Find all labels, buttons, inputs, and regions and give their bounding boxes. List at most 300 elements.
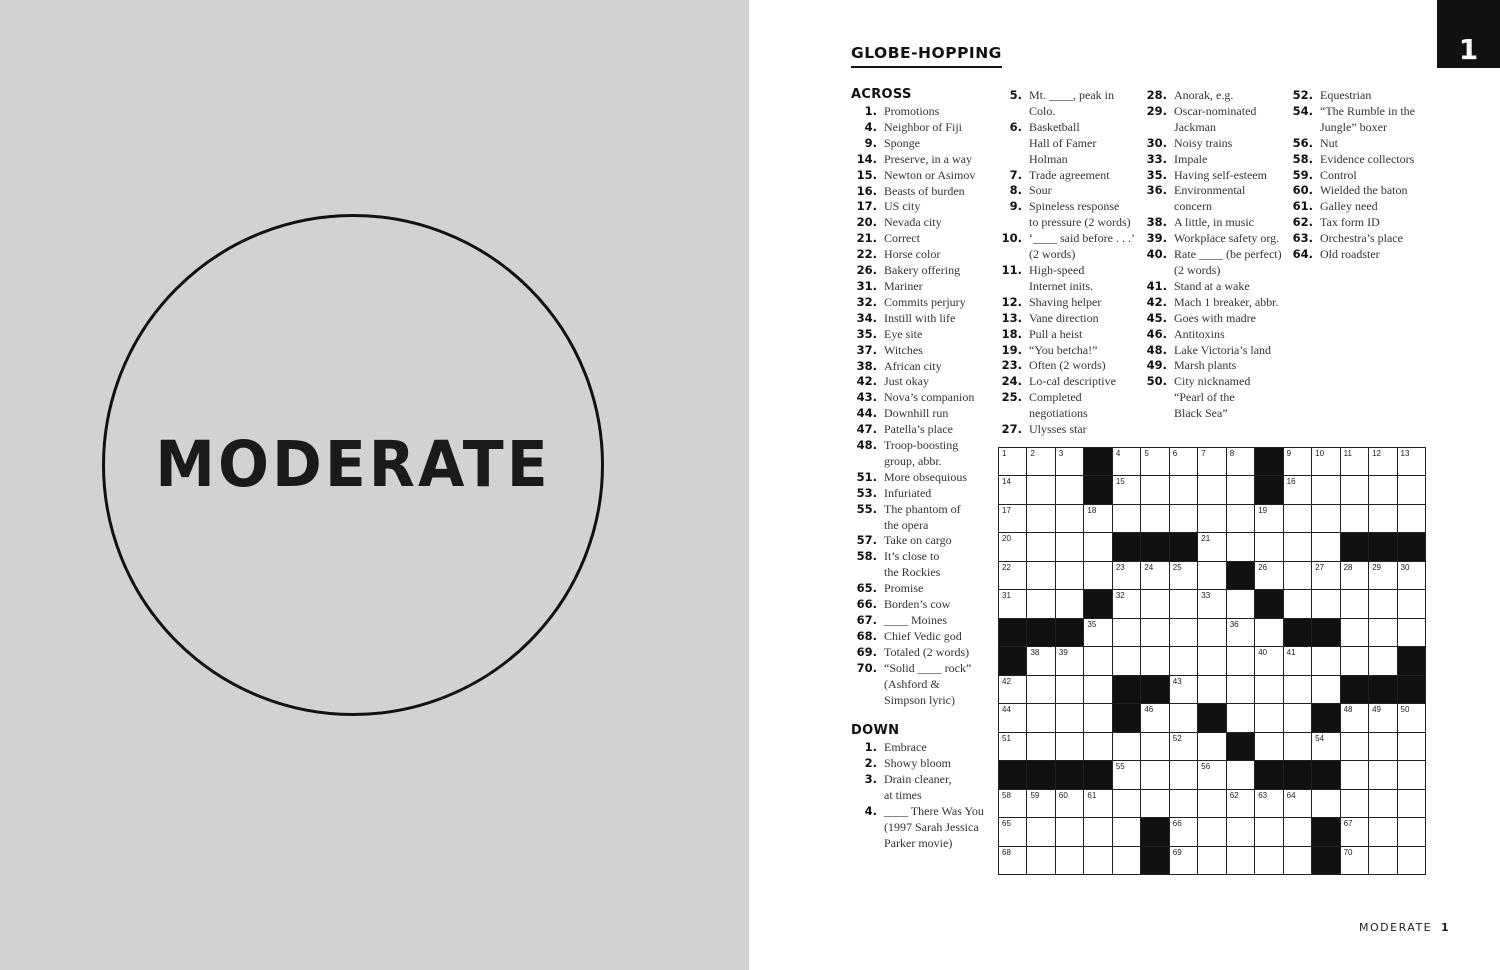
- grid-cell[interactable]: [1397, 504, 1426, 533]
- grid-cell[interactable]: [1226, 817, 1255, 846]
- clue-line: Evidence collectors: [1320, 151, 1415, 166]
- grid-cell[interactable]: [1026, 447, 1055, 476]
- grid-cell[interactable]: [1254, 618, 1283, 647]
- grid-cell[interactable]: [1112, 760, 1141, 789]
- grid-cell[interactable]: [1311, 646, 1340, 675]
- clue-line: Mariner: [884, 278, 923, 293]
- clue-item: [1141, 183, 1286, 215]
- grid-cell[interactable]: [1254, 817, 1283, 846]
- clue-line: Internet inits.: [1029, 278, 1093, 293]
- grid-cell[interactable]: [1254, 532, 1283, 561]
- grid-cell[interactable]: [1283, 846, 1312, 875]
- grid-cell[interactable]: [1169, 561, 1198, 590]
- clue-text: [877, 359, 942, 375]
- clue-number: 58.: [856, 549, 877, 564]
- grid-cell[interactable]: [1226, 447, 1255, 476]
- clue-text: [877, 327, 922, 343]
- grid-cell[interactable]: [1368, 846, 1397, 875]
- grid-cell[interactable]: [1311, 532, 1340, 561]
- clue-line: Nevada city: [884, 215, 942, 230]
- clue-number: 26.: [856, 263, 877, 278]
- grid-cell[interactable]: [998, 817, 1027, 846]
- grid-cell[interactable]: [998, 589, 1027, 618]
- grid-cell[interactable]: [998, 846, 1027, 875]
- grid-cell[interactable]: [1368, 475, 1397, 504]
- clue-line: (Ashford &: [884, 676, 940, 691]
- grid-cell[interactable]: [1226, 475, 1255, 504]
- grid-cell[interactable]: [1140, 504, 1169, 533]
- clue-line: the Rockies: [884, 565, 941, 580]
- grid-cell[interactable]: [1283, 646, 1312, 675]
- grid-cell[interactable]: [1254, 561, 1283, 590]
- clue-line: Horse color: [884, 247, 941, 262]
- grid-cell[interactable]: [1026, 646, 1055, 675]
- grid-cell[interactable]: [1226, 703, 1255, 732]
- grid-cell[interactable]: [1397, 703, 1426, 732]
- grid-cell[interactable]: [1026, 789, 1055, 818]
- clue-item: [851, 613, 991, 629]
- clue-line: Chief Vedic god: [884, 628, 962, 643]
- grid-cell[interactable]: [1397, 760, 1426, 789]
- grid-cell[interactable]: [998, 675, 1027, 704]
- grid-cell[interactable]: [1026, 846, 1055, 875]
- clue-item: [1141, 327, 1286, 343]
- clue-line: ____ There Was You: [884, 804, 984, 819]
- grid-cell[interactable]: [1283, 475, 1312, 504]
- grid-cell[interactable]: [1055, 732, 1084, 761]
- clue-item: [851, 199, 991, 215]
- grid-cell[interactable]: [1340, 760, 1369, 789]
- grid-cell[interactable]: [1197, 447, 1226, 476]
- grid-black-square: [1254, 589, 1283, 618]
- grid-cell[interactable]: [1112, 504, 1141, 533]
- grid-cell[interactable]: [1083, 618, 1112, 647]
- grid-cell[interactable]: [1397, 732, 1426, 761]
- clue-number: 36.: [1146, 183, 1167, 198]
- grid-cell[interactable]: [1397, 817, 1426, 846]
- clue-text: [1313, 88, 1371, 104]
- clue-text: [1022, 231, 1135, 263]
- clue-item: [996, 311, 1141, 327]
- clue-text: [1167, 279, 1250, 295]
- grid-cell-number: 14: [1002, 477, 1011, 487]
- grid-cell[interactable]: [1140, 475, 1169, 504]
- grid-cell[interactable]: [1140, 447, 1169, 476]
- grid-cell[interactable]: [1226, 532, 1255, 561]
- grid-cell[interactable]: [1340, 447, 1369, 476]
- clue-text: [1167, 88, 1233, 104]
- grid-cell[interactable]: [1112, 646, 1141, 675]
- clue-item: [851, 104, 991, 120]
- grid-cell-number: 8: [1229, 449, 1235, 458]
- grid-black-square: [1397, 675, 1426, 704]
- grid-cell-number: 70: [1343, 847, 1353, 857]
- grid-cell[interactable]: [1254, 703, 1283, 732]
- clue-line: Spineless response: [1029, 199, 1120, 214]
- clue-text: [877, 772, 951, 804]
- clue-number: 30.: [1146, 135, 1167, 150]
- grid-cell[interactable]: [998, 789, 1027, 818]
- grid-cell[interactable]: [998, 475, 1027, 504]
- grid-cell-number: 48: [1343, 705, 1353, 715]
- grid-cell[interactable]: [1283, 589, 1312, 618]
- grid-cell[interactable]: [1055, 646, 1084, 675]
- clue-number: 1.: [864, 104, 877, 118]
- clue-text: [1167, 343, 1271, 359]
- grid-cell[interactable]: [1112, 817, 1141, 846]
- grid-cell[interactable]: [1055, 447, 1084, 476]
- clue-number: 34.: [856, 310, 877, 325]
- grid-cell[interactable]: [1254, 504, 1283, 533]
- grid-cell[interactable]: [1311, 447, 1340, 476]
- grid-cell[interactable]: [1083, 732, 1112, 761]
- clue-number: 35.: [856, 326, 877, 341]
- grid-cell[interactable]: [1397, 561, 1426, 590]
- grid-cell[interactable]: [1026, 703, 1055, 732]
- grid-cell[interactable]: [1368, 760, 1397, 789]
- grid-cell-number: 6: [1172, 449, 1178, 458]
- grid-cell[interactable]: [1311, 589, 1340, 618]
- across-clues-column: [851, 86, 991, 852]
- grid-cell[interactable]: [1397, 475, 1426, 504]
- grid-cell[interactable]: [998, 703, 1027, 732]
- grid-cell[interactable]: [1311, 675, 1340, 704]
- clue-line: Borden’s cow: [884, 597, 951, 612]
- grid-cell[interactable]: [1055, 532, 1084, 561]
- grid-cell[interactable]: [1340, 618, 1369, 647]
- grid-cell[interactable]: [1083, 703, 1112, 732]
- grid-cell[interactable]: [1140, 760, 1169, 789]
- grid-cell[interactable]: [998, 561, 1027, 590]
- grid-cell[interactable]: [1226, 646, 1255, 675]
- grid-cell[interactable]: [1169, 504, 1198, 533]
- grid-cell[interactable]: [1283, 732, 1312, 761]
- down-clue-list-3: [1141, 88, 1286, 422]
- clue-item: [851, 581, 991, 597]
- grid-cell[interactable]: [1197, 475, 1226, 504]
- grid-cell-number: 61: [1087, 790, 1097, 800]
- clue-line: (2 words): [1174, 262, 1221, 277]
- clue-text: [1313, 152, 1414, 168]
- puzzle-title: GLOBE-HOPPING: [851, 44, 1002, 68]
- grid-cell[interactable]: [1112, 846, 1141, 875]
- grid-cell[interactable]: [1368, 589, 1397, 618]
- clue-text: [877, 804, 984, 852]
- grid-cell[interactable]: [1397, 447, 1426, 476]
- clue-number: 20.: [856, 215, 877, 230]
- clue-number: 19.: [1001, 342, 1022, 357]
- grid-cell[interactable]: [1083, 561, 1112, 590]
- grid-cell[interactable]: [1283, 532, 1312, 561]
- grid-cell[interactable]: [1083, 532, 1112, 561]
- grid-cell[interactable]: [1026, 475, 1055, 504]
- clue-line: Shaving helper: [1029, 294, 1102, 309]
- clue-item: [851, 470, 991, 486]
- grid-cell[interactable]: [1340, 504, 1369, 533]
- clue-item: [1141, 136, 1286, 152]
- grid-cell[interactable]: [1169, 675, 1198, 704]
- grid-cell[interactable]: [1169, 646, 1198, 675]
- grid-cell[interactable]: [1226, 789, 1255, 818]
- grid-cell[interactable]: [1340, 732, 1369, 761]
- grid-cell[interactable]: [1254, 646, 1283, 675]
- clue-number: 1.: [864, 740, 877, 755]
- grid-cell[interactable]: [1169, 475, 1198, 504]
- clue-text: [1167, 327, 1225, 343]
- grid-cell[interactable]: [1055, 589, 1084, 618]
- grid-cell[interactable]: [1112, 561, 1141, 590]
- clue-text: [1022, 120, 1096, 168]
- grid-cell[interactable]: [1368, 646, 1397, 675]
- grid-cell-number: 31: [1002, 591, 1011, 601]
- grid-cell[interactable]: [1368, 732, 1397, 761]
- grid-cell[interactable]: [1197, 789, 1226, 818]
- grid-cell[interactable]: [1340, 561, 1369, 590]
- clue-number: 9.: [1009, 199, 1022, 214]
- grid-cell[interactable]: [1340, 589, 1369, 618]
- clue-text: [877, 502, 961, 534]
- grid-cell[interactable]: [1083, 817, 1112, 846]
- grid-cell[interactable]: [1026, 817, 1055, 846]
- grid-cell[interactable]: [1397, 618, 1426, 647]
- grid-cell[interactable]: [1197, 646, 1226, 675]
- grid-cell[interactable]: [1083, 675, 1112, 704]
- clue-text: [877, 740, 927, 756]
- grid-black-square: [1397, 532, 1426, 561]
- grid-cell[interactable]: [1283, 447, 1312, 476]
- grid-cell[interactable]: [1083, 646, 1112, 675]
- grid-cell[interactable]: [1055, 504, 1084, 533]
- clue-number: 3.: [864, 772, 877, 787]
- clue-line: Anorak, e.g.: [1174, 88, 1234, 102]
- grid-cell[interactable]: [1140, 789, 1169, 818]
- grid-cell[interactable]: [1140, 703, 1169, 732]
- grid-black-square: [1311, 846, 1340, 875]
- crossword-grid: [998, 447, 1425, 874]
- grid-cell[interactable]: [1055, 703, 1084, 732]
- grid-cell[interactable]: [1368, 817, 1397, 846]
- grid-cell[interactable]: [1368, 447, 1397, 476]
- grid-cell[interactable]: [1055, 846, 1084, 875]
- grid-cell[interactable]: [1226, 675, 1255, 704]
- clue-line: Hall of Famer: [1029, 135, 1097, 150]
- grid-cell[interactable]: [1368, 561, 1397, 590]
- clue-number: 2.: [864, 756, 877, 771]
- clue-text: [877, 549, 940, 581]
- clue-number: 43.: [856, 390, 877, 405]
- grid-cell[interactable]: [1283, 561, 1312, 590]
- grid-cell[interactable]: [1169, 703, 1198, 732]
- clue-number: 62.: [1292, 215, 1313, 230]
- grid-cell[interactable]: [1112, 589, 1141, 618]
- grid-cell-number: 12: [1372, 449, 1381, 458]
- grid-cell[interactable]: [1112, 618, 1141, 647]
- grid-cell[interactable]: [1254, 732, 1283, 761]
- clue-number: 48.: [856, 438, 877, 453]
- clue-text: [1167, 104, 1256, 136]
- clue-text: [1167, 374, 1250, 422]
- clue-item: [1141, 168, 1286, 184]
- grid-cell[interactable]: [1026, 532, 1055, 561]
- clue-item: [851, 502, 991, 534]
- grid-cell[interactable]: [1055, 561, 1084, 590]
- grid-cell-number: 21: [1201, 534, 1211, 544]
- grid-cell[interactable]: [1026, 675, 1055, 704]
- grid-cell[interactable]: [1197, 618, 1226, 647]
- grid-cell[interactable]: [1197, 561, 1226, 590]
- clue-item: [851, 645, 991, 661]
- grid-cell[interactable]: [1254, 846, 1283, 875]
- grid-cell[interactable]: [1340, 846, 1369, 875]
- grid-cell[interactable]: [1169, 789, 1198, 818]
- grid-cell[interactable]: [1368, 789, 1397, 818]
- clue-text: [877, 184, 965, 200]
- grid-cell[interactable]: [1311, 561, 1340, 590]
- clue-number: 29.: [1146, 103, 1167, 118]
- grid-cell[interactable]: [1169, 447, 1198, 476]
- grid-cell[interactable]: [1397, 846, 1426, 875]
- grid-cell[interactable]: [1197, 732, 1226, 761]
- grid-cell[interactable]: [1083, 846, 1112, 875]
- clue-line: The phantom of: [884, 501, 961, 516]
- clue-text: [1022, 168, 1110, 184]
- grid-cell[interactable]: [1340, 703, 1369, 732]
- grid-cell[interactable]: [1226, 846, 1255, 875]
- clue-number: 60.: [1292, 183, 1313, 198]
- clue-line: group, abbr.: [884, 453, 942, 468]
- grid-cell[interactable]: [1283, 703, 1312, 732]
- clue-item: [851, 279, 991, 295]
- grid-cell[interactable]: [998, 447, 1027, 476]
- clue-line: “Pearl of the: [1174, 390, 1235, 405]
- clue-number: 69.: [856, 644, 877, 659]
- grid-cell[interactable]: [1083, 504, 1112, 533]
- grid-cell[interactable]: [1026, 504, 1055, 533]
- grid-cell[interactable]: [1254, 789, 1283, 818]
- grid-cell[interactable]: [1169, 817, 1198, 846]
- clue-line: Just okay: [884, 374, 929, 389]
- grid-black-square: [1026, 618, 1055, 647]
- clue-line: Mach 1 breaker, abbr.: [1174, 294, 1279, 309]
- grid-cell[interactable]: [1226, 618, 1255, 647]
- grid-black-square: [1368, 532, 1397, 561]
- grid-cell[interactable]: [1340, 475, 1369, 504]
- grid-cell[interactable]: [1197, 532, 1226, 561]
- clue-item: [851, 120, 991, 136]
- grid-cell[interactable]: [1197, 846, 1226, 875]
- grid-cell[interactable]: [1055, 675, 1084, 704]
- clue-item: [851, 772, 991, 804]
- grid-cell[interactable]: [1368, 703, 1397, 732]
- grid-cell[interactable]: [1055, 475, 1084, 504]
- grid-cell[interactable]: [1340, 817, 1369, 846]
- grid-cell[interactable]: [1140, 732, 1169, 761]
- grid-cell[interactable]: [1169, 846, 1198, 875]
- grid-cell[interactable]: [1311, 475, 1340, 504]
- clue-number: 21.: [856, 231, 877, 246]
- clue-text: [877, 279, 923, 295]
- grid-cell[interactable]: [1197, 504, 1226, 533]
- clue-item: [1287, 168, 1427, 184]
- grid-cell[interactable]: [1311, 504, 1340, 533]
- grid-cell[interactable]: [998, 732, 1027, 761]
- grid-cell[interactable]: [1169, 589, 1198, 618]
- grid-cell[interactable]: [1368, 618, 1397, 647]
- grid-cell[interactable]: [1397, 789, 1426, 818]
- clue-line: negotiations: [1029, 406, 1088, 421]
- grid-cell[interactable]: [1197, 589, 1226, 618]
- grid-cell[interactable]: [1226, 504, 1255, 533]
- grid-cell[interactable]: [1169, 732, 1198, 761]
- grid-cell[interactable]: [1283, 817, 1312, 846]
- grid-cell[interactable]: [1311, 789, 1340, 818]
- grid-cell[interactable]: [1112, 732, 1141, 761]
- grid-cell[interactable]: [1055, 817, 1084, 846]
- grid-cell[interactable]: [1140, 618, 1169, 647]
- clue-item: [851, 661, 991, 709]
- grid-cell-number: 59: [1030, 790, 1040, 800]
- grid-cell[interactable]: [1140, 589, 1169, 618]
- grid-cell[interactable]: [1055, 789, 1084, 818]
- clue-line: Old roadster: [1320, 247, 1380, 262]
- clue-line: Ulysses star: [1029, 422, 1087, 437]
- grid-cell[interactable]: [1112, 475, 1141, 504]
- grid-cell[interactable]: [1254, 675, 1283, 704]
- grid-cell[interactable]: [1112, 447, 1141, 476]
- clue-number: 18.: [1001, 326, 1022, 341]
- clue-text: [1167, 358, 1236, 374]
- grid-cell[interactable]: [1112, 789, 1141, 818]
- grid-cell[interactable]: [1368, 504, 1397, 533]
- clue-text: [1167, 231, 1279, 247]
- clue-line: Totaled (2 words): [884, 644, 970, 659]
- grid-cell[interactable]: [1026, 561, 1055, 590]
- grid-cell[interactable]: [1311, 732, 1340, 761]
- grid-cell[interactable]: [1197, 760, 1226, 789]
- grid-cell[interactable]: [1283, 504, 1312, 533]
- grid-cell[interactable]: [1197, 817, 1226, 846]
- grid-cell[interactable]: [998, 504, 1027, 533]
- grid-cell[interactable]: [1283, 675, 1312, 704]
- grid-cell[interactable]: [998, 532, 1027, 561]
- grid-cell[interactable]: [1026, 732, 1055, 761]
- grid-cell[interactable]: [1226, 589, 1255, 618]
- grid-cell-number: 4: [1115, 449, 1121, 458]
- clue-line: “Solid ____ rock”: [884, 660, 972, 675]
- clue-line: Infuriated: [884, 485, 932, 500]
- grid-cell[interactable]: [1083, 789, 1112, 818]
- grid-cell[interactable]: [1169, 760, 1198, 789]
- grid-cell[interactable]: [1140, 561, 1169, 590]
- clue-text: [877, 422, 953, 438]
- clue-line: Rate ____ (be perfect): [1174, 247, 1282, 262]
- grid-cell[interactable]: [1026, 589, 1055, 618]
- grid-black-square: [1140, 675, 1169, 704]
- grid-cell[interactable]: [1140, 646, 1169, 675]
- clue-number: 27.: [1001, 422, 1022, 437]
- grid-cell[interactable]: [1169, 618, 1198, 647]
- grid-cell[interactable]: [1226, 760, 1255, 789]
- grid-cell-number: 60: [1058, 790, 1068, 800]
- grid-cell[interactable]: [1197, 675, 1226, 704]
- clue-text: [877, 343, 923, 359]
- grid-cell[interactable]: [1340, 789, 1369, 818]
- grid-cell[interactable]: [1340, 646, 1369, 675]
- clue-number: 59.: [1292, 167, 1313, 182]
- grid-cell[interactable]: [1397, 589, 1426, 618]
- clue-line: Troop-boosting: [884, 438, 959, 453]
- grid-cell[interactable]: [1283, 789, 1312, 818]
